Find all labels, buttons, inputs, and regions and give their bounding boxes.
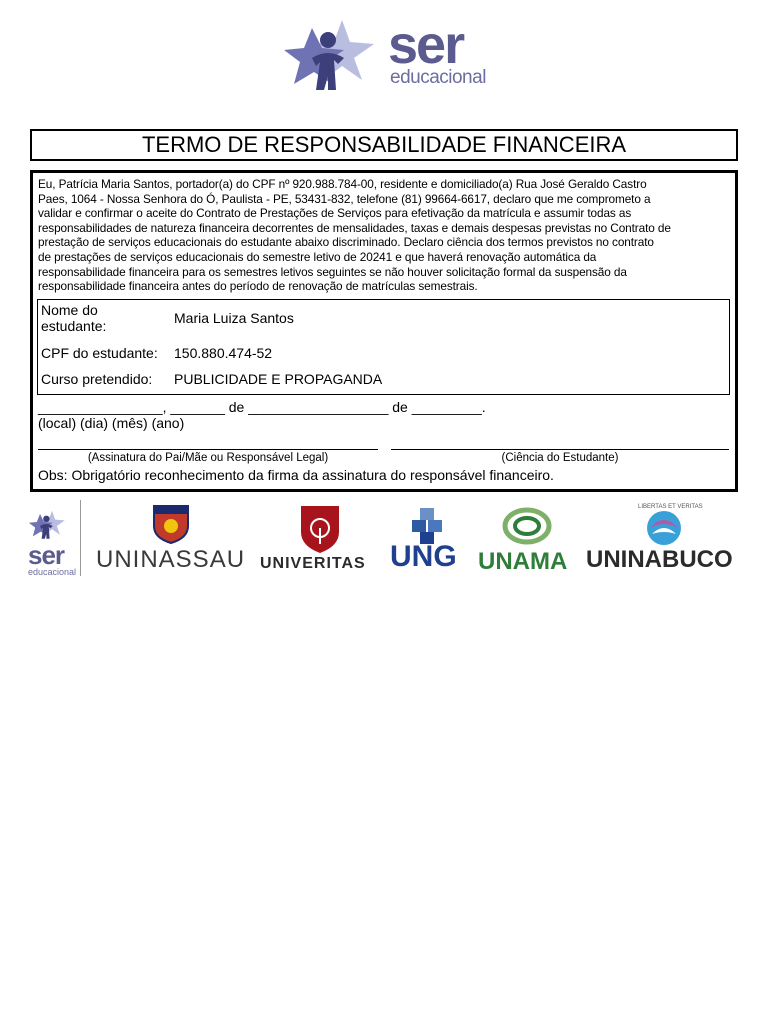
guardian-signature-line xyxy=(38,449,378,450)
student-info-box xyxy=(37,299,730,395)
date-place-hint: (local) (dia) (mês) (ano) xyxy=(38,415,185,431)
student-signature-label: (Ciência do Estudante) xyxy=(501,452,619,464)
course-label: Curso pretendido: xyxy=(41,371,153,387)
student-cpf-value: 150.880.474-52 xyxy=(174,345,273,361)
uninabuco-motto: LIBERTAS ET VERITAS xyxy=(638,504,703,510)
footer-ser-subtitle: educacional xyxy=(28,567,77,577)
ung-name: UNG xyxy=(390,540,457,573)
star-person-icon xyxy=(28,510,68,542)
footer-divider xyxy=(80,500,81,576)
date-place-line: ________________, _______ de __________________ de _________. xyxy=(38,399,486,415)
unama-logo xyxy=(478,506,578,574)
student-name-label-1: Nome do xyxy=(41,302,98,318)
ribbon-icon xyxy=(502,506,552,546)
cubes-icon xyxy=(408,508,448,544)
declaration-line: responsabilidade financeira para os semestres letivos seguintes se não houver solicitação formal da suspensão da xyxy=(38,264,627,279)
declaration-line: responsabilidade financeira antes do período de renovação de matrículas semestrais. xyxy=(38,279,478,294)
ung-logo xyxy=(390,508,470,574)
document-title: TERMO DE RESPONSABILIDADE FINANCEIRA xyxy=(30,129,738,161)
footer-ser-logo xyxy=(26,510,86,578)
declaration-line: de prestações de serviços educacionais do semestre letivo de 20241 e que haverá renovação automática da xyxy=(38,249,597,264)
brand-subtitle: educacional xyxy=(390,67,486,88)
student-name-value: Maria Luiza Santos xyxy=(174,310,294,326)
declaration-line: Paes, 1064 - Nossa Senhora do Ó, Paulista - PE, 53431-832, telefone (81) 99664-6617, declaro que me comprometo a xyxy=(38,191,651,206)
shield-crest-icon xyxy=(152,504,190,544)
uninassau-logo xyxy=(96,504,246,574)
course-value: PUBLICIDADE E PROPAGANDA xyxy=(174,371,383,387)
tree-shield-icon xyxy=(299,504,341,554)
student-cpf-label: CPF do estudante: xyxy=(41,345,158,361)
declaration-line: Eu, Patrícia Maria Santos, portador(a) do CPF nº 920.988.784-00, residente e domiciliado(a) Rua José Geraldo Castro xyxy=(38,177,647,191)
uninabuco-name: UNINABUCO xyxy=(586,546,733,573)
declaration-line: prestação de serviços educacionais do estudante abaixo discriminado. Declaro ciência dos termos previstos no contrato xyxy=(38,235,654,250)
obs-note: Obs: Obrigatório reconhecimento da firma da assinatura do responsável financeiro. xyxy=(38,467,554,483)
uninassau-name: UNINASSAU xyxy=(96,546,246,573)
univeritas-name: UNIVERITAS xyxy=(260,555,366,572)
declaration-text xyxy=(38,177,730,294)
ser-educacional-logo xyxy=(282,15,492,98)
student-signature-line xyxy=(391,449,729,450)
unama-name: UNAMA xyxy=(478,548,568,575)
declaration-line: responsabilidades de natureza financeira decorrentes de mensalidades, taxas e demais despesas previstas no Contrato de xyxy=(38,220,671,235)
document-body xyxy=(30,170,738,492)
swirl-circle-icon xyxy=(644,508,684,548)
brand-name: ser xyxy=(388,15,464,75)
footer-ser-name: ser xyxy=(28,540,65,570)
guardian-signature-label: (Assinatura do Pai/Mãe ou Responsável Legal) xyxy=(87,452,329,464)
declaration-line: validar e confirmar o aceite do Contrato de Prestações de Serviços para efetivação da matrícula e assumir todas as xyxy=(38,206,632,221)
uninabuco-logo xyxy=(586,504,744,574)
student-name-label-2: estudante: xyxy=(41,318,107,334)
univeritas-logo xyxy=(260,504,380,574)
star-person-icon xyxy=(282,18,382,98)
